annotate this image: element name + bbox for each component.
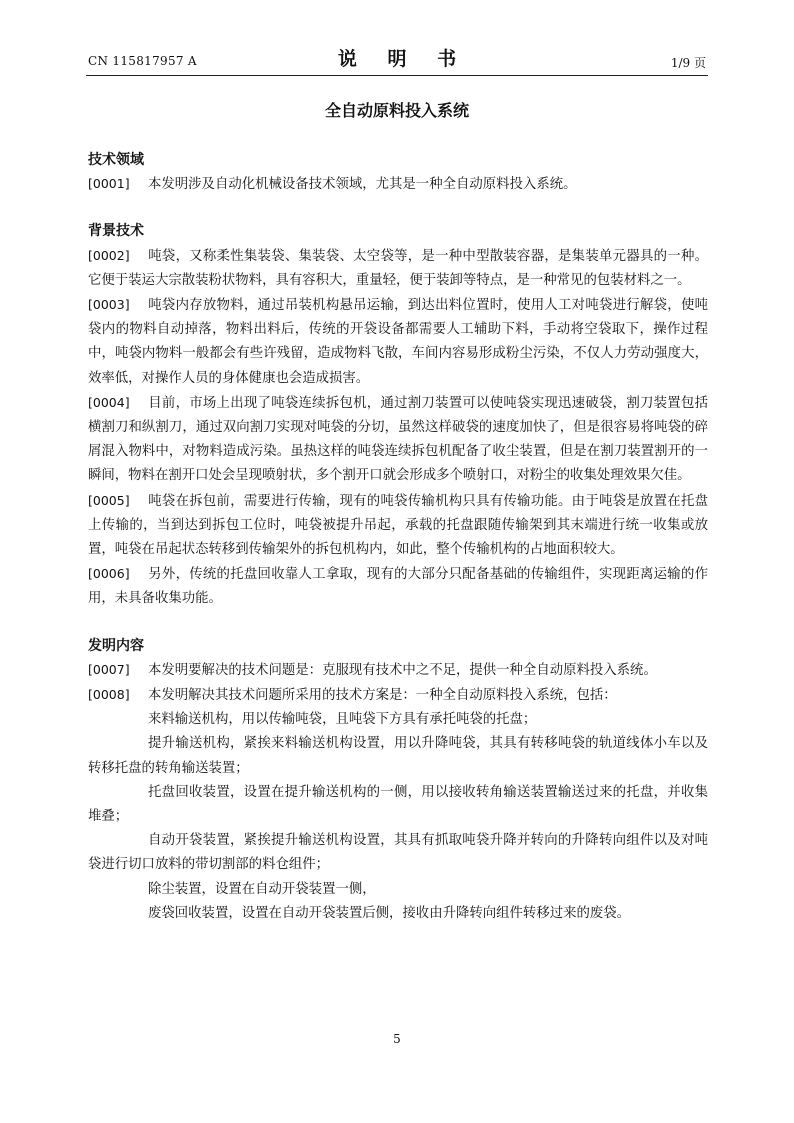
paragraph-number: [0004] bbox=[88, 394, 130, 410]
paragraph-text: 目前，市场上出现了吨袋连续拆包机，通过割刀装置可以使吨袋实现迅速破袋，割刀装置包括横割刀和纵割刀，通过双向割刀实现对吨袋的分切，虽然这样破袋的速度加快了，但是很容易将吨袋的碎屑混入物料中，对物料造成污染。虽热这样的吨袋连续拆包机配备了收尘装置，但是在割刀装置割开的一瞬间，物料在割开口处会呈现喷射状，多个割开口就会形成多个喷射口，对粉尘的收集处理效果欠佳。 bbox=[88, 395, 708, 484]
document-body bbox=[88, 148, 708, 926]
section-heading: 背景技术 bbox=[88, 223, 144, 240]
paragraph-number: [0007] bbox=[88, 661, 130, 677]
claim-subitem: 除尘装置，设置在自动开袋装置一侧， bbox=[148, 881, 376, 897]
section-technical-field bbox=[88, 148, 708, 197]
paragraph-number: [0005] bbox=[88, 492, 130, 508]
paragraph-text: 本发明涉及自动化机械设备技术领域，尤其是一种全自动原料投入系统。 bbox=[148, 177, 577, 193]
paragraph-text: 吨袋在拆包前，需要进行传输，现有的吨袋传输机构只具有传输功能。由于吨袋是放置在托盘上传输的，当到达到拆包工位时，吨袋被提升吊起，承载的托盘跟随传输架到其末端进行统一收集或放置，吨袋在吊起状态转移到传输架外的拆包机构内，如此，整个传输机构的占地面积较大。 bbox=[88, 493, 708, 558]
section-heading: 发明内容 bbox=[88, 637, 144, 654]
claim-subitem: 自动开袋装置，紧挨提升输送机构设置，其具有抓取吨袋升降并转向的升降转向组件以及对吨袋进行切口放料的带切割部的料仓组件； bbox=[88, 833, 708, 873]
paragraph bbox=[88, 683, 708, 708]
paragraph-number: [0008] bbox=[88, 687, 130, 703]
paragraph bbox=[88, 244, 708, 293]
paragraph bbox=[88, 658, 708, 683]
paragraph-number: [0006] bbox=[88, 566, 130, 582]
claim-subitem: 提升输送机构，紧挨来料输送机构设置，用以升降吨袋，其具有转移吨袋的轨道线体小车以及转移托盘的转角输送装置； bbox=[88, 736, 708, 776]
paragraph-number: [0001] bbox=[88, 176, 130, 192]
header-document-type: 说 明 书 bbox=[337, 48, 469, 70]
claim-subitem: 废袋回收装置，设置在自动开袋装置后侧，接收由升降转向组件转移过来的废袋。 bbox=[148, 905, 631, 921]
paragraph bbox=[88, 293, 708, 391]
paragraph bbox=[88, 391, 708, 489]
paragraph-text: 吨袋，又称柔性集装袋、集装袋、太空袋等，是一种中型散装容器，是集装单元器具的一种。它便于装运大宗散装粉状物料，具有容积大，重量轻，便于装卸等特点，是一种常见的包装材料之一。 bbox=[88, 248, 708, 288]
header-page-count: 1/9 页 bbox=[670, 56, 706, 70]
paragraph bbox=[88, 562, 708, 611]
section-summary bbox=[88, 634, 708, 926]
section-background bbox=[88, 219, 708, 611]
paragraph bbox=[88, 172, 708, 197]
claim-subitem: 来料输送机构，用以传输吨袋，且吨袋下方具有承托吨袋的托盘； bbox=[148, 712, 537, 728]
page-number: 5 bbox=[393, 1032, 401, 1046]
paragraph bbox=[88, 489, 708, 563]
paragraph-text: 另外，传统的托盘回收靠人工拿取，现有的大部分只配备基础的传输组件，实现距离运输的作用，未具备收集功能。 bbox=[88, 567, 708, 607]
claim-subitem: 托盘回收装置，设置在提升输送机构的一侧，用以接收转角输送装置输送过来的托盘，并收集堆叠； bbox=[88, 784, 708, 825]
section-heading: 技术领域 bbox=[88, 152, 144, 168]
header-publication-number: CN 115817957 A bbox=[88, 54, 197, 68]
paragraph-number: [0003] bbox=[88, 296, 130, 312]
paragraph-number: [0002] bbox=[88, 247, 130, 263]
paragraph-text: 本发明要解决的技术问题是：克服现有技术中之不足，提供一种全自动原料投入系统。 bbox=[148, 662, 657, 678]
paragraph-text: 吨袋内存放物料，通过吊装机构悬吊运输，到达出料位置时，使用人工对吨袋进行解袋，使吨袋内的物料自动掉落，物料出料后，传统的开袋设备都需要人工辅助下料，手动将空袋取下，操作过程中，吨袋内物料一般都会有些许残留，造成物料飞散，车间内容易形成粉尘污染，不仅人力劳动强度大，效率低，对操作人员的身体健康也会造成损害。 bbox=[88, 297, 708, 386]
header-divider bbox=[86, 75, 708, 76]
document-title: 全自动原料投入系统 bbox=[324, 101, 469, 120]
paragraph-text: 本发明解决其技术问题所采用的技术方案是：一种全自动原料投入系统，包括： bbox=[148, 688, 617, 704]
